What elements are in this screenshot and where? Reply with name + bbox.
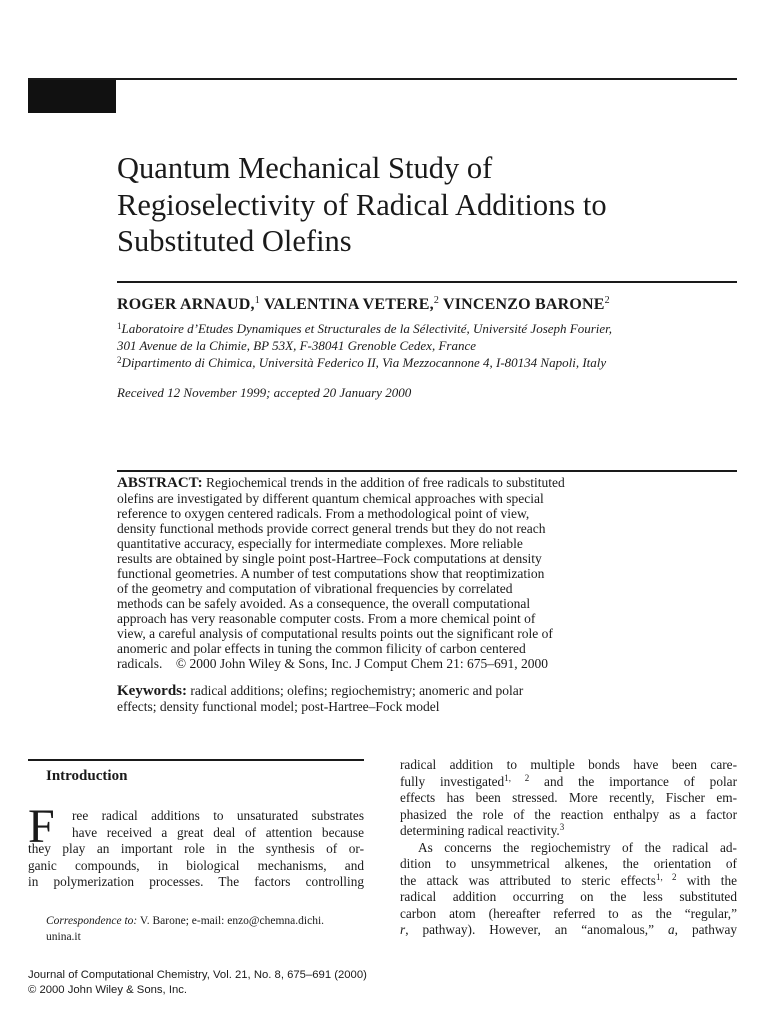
abstract-rule [117,470,737,472]
abstract-line: radicals. [117,656,163,671]
body-text: with the [676,872,737,888]
author-name: ROGER ARNAUD, [117,296,255,313]
body-text: , pathway [674,922,737,937]
body-text: fully investigated [400,773,505,789]
abstract-heading: ABSTRACT: [117,475,203,491]
body-line: dition to unsymmetrical alkenes, the orientation of [400,856,737,871]
correspondence-label: Correspondence to: [46,915,138,927]
article-title [117,150,737,260]
body-line: ganic compounds, in biological mechanisms, and [28,857,364,873]
abstract-line: reference to oxygen centered radicals. From a methodological point of view, [117,506,530,521]
title-line: Substituted Olefins [117,224,352,258]
body-line: radical addition to multiple bonds have been care- [400,757,737,772]
author-name: VINCENZO BARONE [442,296,605,313]
citation-ref[interactable]: 1, 2 [655,871,677,882]
abstract-line: quantitative accuracy, especially for intermediate complexes. More reliable [117,536,523,551]
body-line [400,873,737,890]
body-line [400,774,737,791]
abstract-line: approach has very reasonable computer costs. From a more chemical point of [117,611,536,626]
abstract-line: anomeric and polar effects in tuning the common filicity of carbon centered [117,641,526,656]
body-line: in polymerization processes. The factors controlling [28,874,364,889]
affil-mark: 1 [117,321,122,331]
abstract-line: olefins are investigated by different quantum chemical approaches with special [117,491,544,506]
abstract-line: of the geometry and computation of vibrational frequencies by correlated [117,581,513,596]
body-text: the attack was attributed to steric effects [400,872,656,888]
affiliation-text: 301 Avenue de la Chimie, BP 53X, F-38041 Grenoble Cedex, France [117,338,476,353]
intro-rule [28,759,364,761]
received-dates: Received 12 November 1999; accepted 20 January 2000 [117,385,412,400]
body-line: ree radical additions to unsaturated substrates [72,808,364,823]
abstract-line: view, a careful analysis of computational results points out the significant role of [117,626,553,641]
body-text: r [400,922,406,937]
drop-cap: F [28,800,55,853]
body-text: and the importance of polar [529,773,738,789]
author-list [117,296,610,314]
body-line: they play an important role in the synthesis of or- [28,841,364,856]
body-line [400,922,737,939]
author-affil-mark: 2 [604,295,610,306]
body-line: have received a great deal of attention because [72,824,364,840]
author-name: VALENTINA VETERE, [263,296,434,313]
title-line: Regioselectivity of Radical Additions to [117,187,607,222]
body-line: radical addition occurring on the less substituted [400,889,737,904]
affiliations [117,320,612,371]
body-line [400,823,737,840]
intro-right-column [400,757,737,939]
journal-footer [28,968,367,997]
body-line: effects has been stressed. More recently, Fischer em- [400,790,737,805]
title-line: Quantum Mechanical Study of [117,151,493,185]
author-affil-mark: 1 [254,295,260,306]
abstract-line: Regiochemical trends in the addition of free radicals to substituted [205,475,565,490]
citation-ref[interactable]: 3 [559,822,565,832]
correspondence-text: unina.it [46,930,81,943]
title-rule [117,281,737,283]
abstract-line: methods can be safely avoided. As a consequence, the overall computational [117,596,531,611]
citation-ref[interactable]: 1, 2 [504,772,530,783]
header-black-block [28,80,116,113]
body-text: a [668,922,675,937]
correspondence-text: V. Barone; e-mail: enzo@chemna.dichi. [137,915,325,927]
body-line: carbon atom (hereafter referred to as the “regular,” [400,905,737,921]
keywords-text: effects; density functional model; post-Hartree–Fock model [117,699,440,714]
correspondence-note [46,914,324,945]
author-affil-mark: 2 [433,295,440,306]
intro-left-column [28,800,364,891]
abstract-line: results are obtained by single point post-Hartree–Fock computations at density [117,551,542,566]
body-line: As concerns the regiochemistry of the radical ad- [418,839,737,855]
abstract [117,475,737,671]
top-rule [28,78,737,80]
keywords-heading: Keywords: [117,683,187,699]
keywords-text: radical additions; olefins; regiochemistry; anomeric and polar [190,683,524,698]
abstract-line: density functional methods provide correct general trends but they do not reach [117,521,546,536]
body-text: , pathway). However, an “anomalous,” [405,922,668,937]
abstract-line: functional geometries. A number of test computations show that reoptimization [117,566,545,581]
journal-citation: Journal of Computational Chemistry, Vol. 21, No. 8, 675–691 (2000) [28,969,367,981]
journal-copyright: © 2000 John Wiley & Sons, Inc. [28,983,188,996]
copyright-citation: © 2000 John Wiley & Sons, Inc. J Comput Chem 21: 675–691, 2000 [175,656,548,671]
body-text: determining radical reactivity. [400,823,560,838]
body-line: phasized the role of the reaction enthalpy as a factor [400,806,737,822]
affil-mark: 2 [117,355,122,365]
affiliation-text: Dipartimento di Chimica, Università Federico II, Via Mezzocannone 4, I-80134 Napoli, Italy [121,355,607,370]
affiliation-text: Laboratoire d’Etudes Dynamiques et Structurales de la Sélectivité, Université Joseph Fourier, [121,321,613,336]
section-heading-introduction: Introduction [46,768,128,784]
keywords [117,683,523,715]
